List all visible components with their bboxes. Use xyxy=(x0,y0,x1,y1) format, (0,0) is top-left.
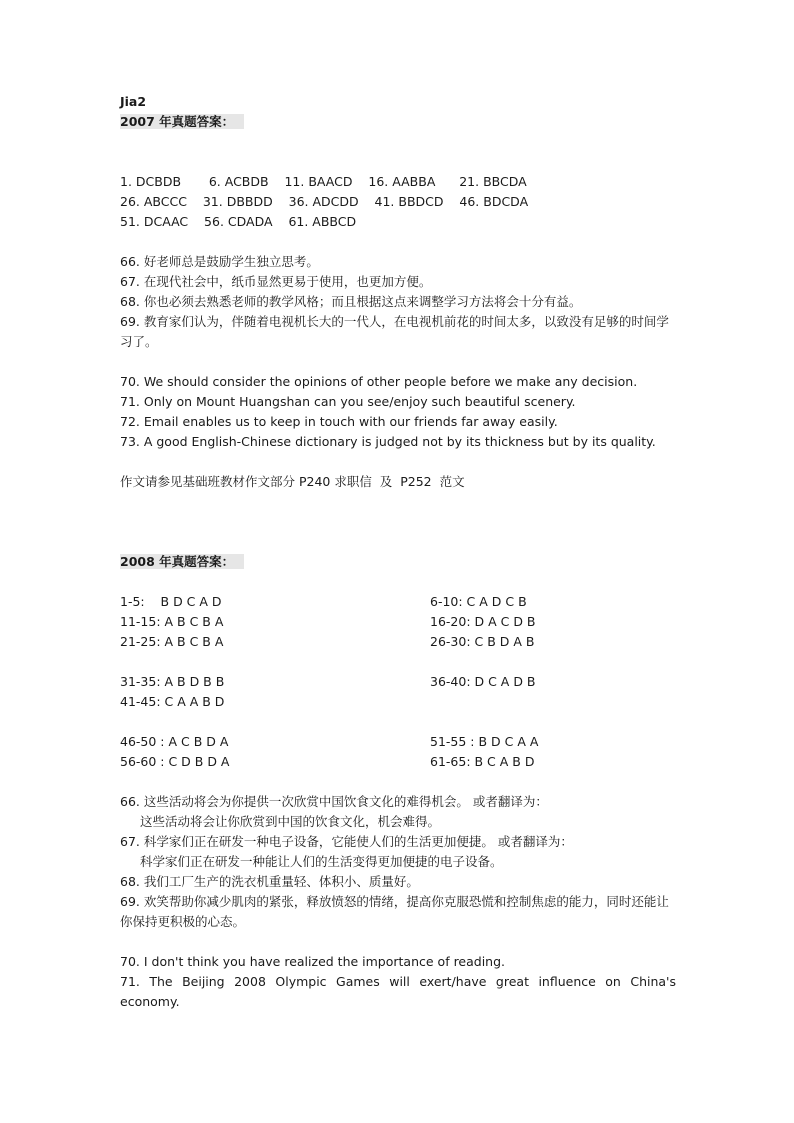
translation-item: 73. A good English-Chinese dictionary is judged not by its thickness but by its quality. xyxy=(120,434,656,449)
translation-item: 70. I don't think you have realized the importance of reading. xyxy=(120,954,506,969)
translation-item: 69. 欢笑帮助你减少肌肉的紧张，释放愤怒的情绪，提高你克服恐慌和控制焦虑的能力，同时还能让你保持更积极的心态。 xyxy=(120,894,669,929)
mc-row xyxy=(120,672,676,692)
translation-item: 68. 你也必须去熟悉老师的教学风格；而且根据这点来调整学习方法将会十分有益。 xyxy=(120,294,582,309)
mc-cell-left: 41-45: C A A B D xyxy=(120,694,225,709)
mc-row xyxy=(120,612,676,632)
answers-2007-translation-cn xyxy=(120,252,676,352)
mc-cell-right: 6-10: C A D C B xyxy=(430,594,527,609)
section-title-2008-text: 2008 年真题答案： xyxy=(120,554,244,569)
doc-label: Jia2 xyxy=(120,94,147,109)
mc-cell-left xyxy=(120,712,430,732)
mc-cell-left: 11-15: A B C B A xyxy=(120,614,224,629)
mc-cell-right: 26-30: C B D A B xyxy=(430,634,535,649)
mc-line: 26. ABCCC 31. DBBDD 36. ADCDD 41. BBDCD 46. BDCDA xyxy=(120,194,529,209)
section-title-2008 xyxy=(120,552,676,572)
translation-alt: 科学家们正在研发一种能让人们的生活变得更加便捷的电子设备。 xyxy=(140,854,503,869)
translation-item: 67. 科学家们正在研发一种电子设备，它能使人们的生活更加便捷。 或者翻译为： xyxy=(120,834,573,849)
translation-item: 71. Only on Mount Huangshan can you see/enjoy such beautiful scenery. xyxy=(120,394,576,409)
translation-item: 71. The Beijing 2008 Olympic Games will exert/have great influence on China's economy. xyxy=(120,974,676,1009)
translation-item: 66. 好老师总是鼓励学生独立思考。 xyxy=(120,254,319,269)
document-page xyxy=(120,92,676,1012)
mc-row xyxy=(120,752,676,772)
translation-item: 69. 教育家们认为，伴随着电视机长大的一代人，在电视机前花的时间太多，以致没有足够的时间学习了。 xyxy=(120,314,669,349)
section-title-2007 xyxy=(120,112,676,132)
mc-row xyxy=(120,632,676,652)
translation-item: 66. 这些活动将会为你提供一次欣赏中国饮食文化的难得机会。 或者翻译为： xyxy=(120,794,548,809)
mc-cell-right: 61-65: B C A B D xyxy=(430,754,535,769)
mc-row xyxy=(120,652,676,672)
mc-row xyxy=(120,592,676,612)
essay-note: 作文请参见基础班教材作文部分 P240 求职信 及 P252 范文 xyxy=(120,474,465,489)
mc-cell-left: 56-60 : C D B D A xyxy=(120,754,230,769)
mc-cell-left: 31-35: A B D B B xyxy=(120,674,225,689)
mc-line: 51. DCAAC 56. CDADA 61. ABBCD xyxy=(120,214,357,229)
mc-cell-left: 46-50 : A C B D A xyxy=(120,734,229,749)
translation-item: 68. 我们工厂生产的洗衣机重量轻、体积小、质量好。 xyxy=(120,874,419,889)
answers-2007-translation-en xyxy=(120,372,676,452)
mc-cell-left xyxy=(120,652,430,672)
mc-row xyxy=(120,732,676,752)
mc-cell-left: 21-25: A B C B A xyxy=(120,634,224,649)
answers-2008-translation xyxy=(120,792,676,1012)
translation-item: 72. Email enables us to keep in touch with our friends far away easily. xyxy=(120,414,558,429)
answers-2008-mc xyxy=(120,592,676,772)
mc-row xyxy=(120,692,676,712)
mc-row xyxy=(120,712,676,732)
mc-line: 1. DCBDB 6. ACBDB 11. BAACD 16. AABBA 21. BBCDA xyxy=(120,174,527,189)
mc-cell-right: 36-40: D C A D B xyxy=(430,674,536,689)
mc-cell-right: 51-55 : B D C A A xyxy=(430,734,539,749)
section-title-2007-text: 2007 年真题答案： xyxy=(120,114,244,129)
translation-alt: 这些活动将会让你欣赏到中国的饮食文化，机会难得。 xyxy=(140,814,441,829)
translation-item: 67. 在现代社会中，纸币显然更易于使用，也更加方便。 xyxy=(120,274,432,289)
answers-2007-mc xyxy=(120,172,676,232)
mc-cell-left: 1-5: B D C A D xyxy=(120,594,222,609)
mc-cell-right: 16-20: D A C D B xyxy=(430,614,536,629)
translation-item: 70. We should consider the opinions of other people before we make any decision. xyxy=(120,374,638,389)
